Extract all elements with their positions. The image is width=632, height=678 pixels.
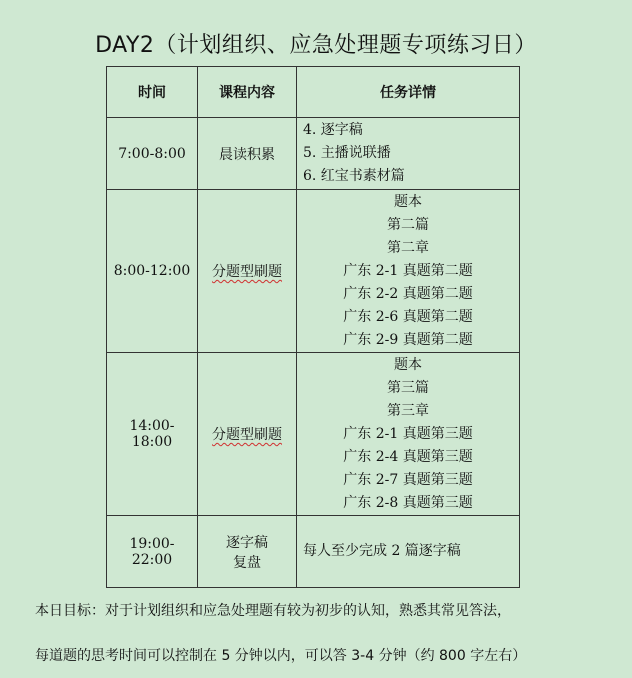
course-cell xyxy=(198,353,297,516)
detail-line: 第三章 xyxy=(387,402,429,419)
detail-line: 每人至少完成 2 篇逐字稿 xyxy=(303,543,461,559)
details-cell xyxy=(297,118,520,190)
detail-line: 题本 xyxy=(394,193,422,210)
details-cell xyxy=(297,190,520,353)
detail-line: 广东 2-1 真题第三题 xyxy=(343,425,473,442)
course-label: 分题型刷题 xyxy=(212,427,282,443)
time-cell: 8:00-12:00 xyxy=(107,190,198,353)
detail-line: 广东 2-1 真题第二题 xyxy=(343,262,473,279)
course-cell xyxy=(198,516,297,588)
detail-line: 题本 xyxy=(394,356,422,373)
footer-goal-line-1: 本日目标：对于计划组织和应急处理题有较为初步的认知，熟悉其常见答法， xyxy=(35,603,511,619)
footer-goal-line-2: 每道题的思考时间可以控制在 5 分钟以内，可以答 3-4 分钟（约 800 字左右） xyxy=(35,648,527,664)
detail-line: 第二篇 xyxy=(387,216,429,233)
time-line: 22:00 xyxy=(131,551,173,568)
time-line: 14:00- xyxy=(129,418,175,434)
detail-line: 5. 主播说联播 xyxy=(303,145,391,161)
detail-line: 广东 2-9 真题第二题 xyxy=(343,331,473,348)
course-label: 分题型刷题 xyxy=(212,264,282,280)
time-cell: 7:00-8:00 xyxy=(107,118,198,190)
header-time: 时间 xyxy=(107,67,198,118)
detail-line: 广东 2-2 真题第二题 xyxy=(343,285,473,302)
detail-line: 广东 2-4 真题第三题 xyxy=(343,448,473,465)
table-header-row xyxy=(107,67,520,118)
detail-line: 广东 2-7 真题第三题 xyxy=(343,471,473,488)
details-cell xyxy=(297,516,520,588)
course-cell xyxy=(198,190,297,353)
header-course: 课程内容 xyxy=(198,67,297,118)
course-cell: 晨读积累 xyxy=(198,118,297,190)
detail-line: 第二章 xyxy=(387,239,429,256)
detail-line: 第三篇 xyxy=(387,379,429,396)
schedule-table xyxy=(106,66,520,588)
course-line: 复盘 xyxy=(233,554,261,571)
time-cell xyxy=(107,516,198,588)
time-line: 19:00- xyxy=(129,535,175,552)
details-cell xyxy=(297,353,520,516)
time-cell xyxy=(107,353,198,516)
page-title: DAY2（计划组织、应急处理题专项练习日） xyxy=(95,33,537,58)
detail-line: 广东 2-8 真题第三题 xyxy=(343,494,473,511)
table-row xyxy=(107,190,520,353)
course-line: 逐字稿 xyxy=(226,534,268,551)
table-row xyxy=(107,353,520,516)
detail-line: 6. 红宝书素材篇 xyxy=(303,168,405,184)
detail-line: 广东 2-6 真题第二题 xyxy=(343,308,473,325)
time-line: 18:00 xyxy=(131,434,173,450)
table-row xyxy=(107,118,520,190)
table-row xyxy=(107,516,520,588)
detail-line: 4. 逐字稿 xyxy=(303,122,363,138)
header-details: 任务详情 xyxy=(297,67,520,118)
